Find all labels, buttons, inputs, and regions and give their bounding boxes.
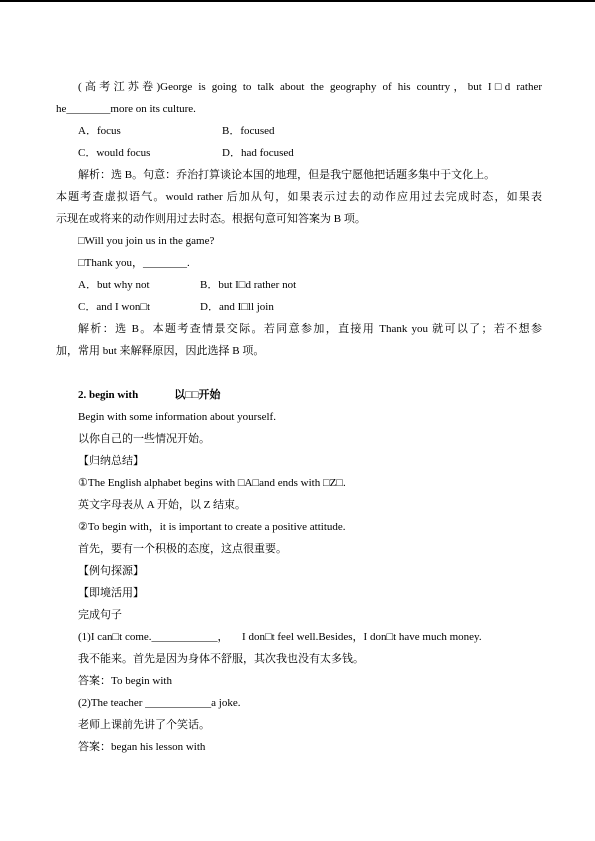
sentence1-answer: 答案：To begin with: [78, 675, 172, 687]
sentence1-en-part2: I don□t feel well.Besides，I don□t have much money.: [242, 631, 482, 643]
q2-option-a: A．but why not: [78, 279, 150, 291]
q2-option-d: D．and I□ll join: [200, 301, 274, 313]
q1-explanation-line2: 本题考查虚拟语气。would rather 后加从句，如果表示过去的动作应用过去完成时态，如果表: [56, 191, 542, 203]
q1-option-d: D．had focused: [222, 147, 294, 159]
summary-label: 【归纳总结】: [78, 455, 144, 467]
section-heading-cn: 以□□开始: [174, 389, 221, 401]
page-top-border: [0, 0, 595, 2]
q1-option-b: B．focused: [222, 125, 275, 137]
explore-label: 【例句探源】: [78, 565, 144, 577]
section-heading: [78, 388, 221, 402]
point1-en: ①The English alphabet begins with □A□and ends with □Z□.: [78, 477, 346, 489]
sentence1-en-part1: (1)I can□t come.____________，: [78, 631, 229, 643]
q1-explanation-line3: 示现在或将来的动作则用过去时态。根据句意可知答案为 B 项。: [56, 213, 366, 225]
q2-dialog-line2: □Thank you，________.: [78, 257, 190, 269]
sentence2-cn: 老师上课前先讲了个笑话。: [78, 719, 210, 731]
example-cn: 以你自己的一些情况开始。: [78, 433, 210, 445]
point2-en: ②To begin with，it is important to create a positive attitude.: [78, 521, 346, 533]
q2-explanation-line2: 加，常用 but 来解释原因，因此选择 B 项。: [56, 345, 265, 357]
task-title: 完成句子: [78, 609, 122, 621]
sentence1-cn: 我不能来。首先是因为身体不舒服，其次我也没有太多钱。: [78, 653, 364, 665]
sentence2-answer: 答案：began his lesson with: [78, 741, 206, 753]
point2-cn: 首先，要有一个积极的态度，这点很重要。: [78, 543, 287, 555]
q1-explanation-line1: 解析：选 B。句意：乔治打算谈论本国的地理，但是我宁愿他把话题多集中于文化上。: [78, 169, 496, 181]
practice-label: 【即境活用】: [78, 587, 144, 599]
q1-stem-line2: he________more on its culture.: [56, 103, 196, 115]
section-heading-en: 2. begin with: [78, 389, 139, 401]
q2-option-c: C．and I won□t: [78, 301, 151, 313]
example-en: Begin with some information about yourself.: [78, 411, 276, 423]
q1-option-c: C．would focus: [78, 147, 151, 159]
sentence1-en: [78, 630, 482, 644]
q2-explanation-line1: 解析：选 B。本题考查情景交际。若同意参加，直接用 Thank you 就可以了；若不想参: [78, 323, 542, 335]
sentence2-en: (2)The teacher ____________a joke.: [78, 697, 241, 709]
point1-cn: 英文字母表从 A 开始，以 Z 结束。: [78, 499, 247, 511]
q2-option-b: B．but I□d rather not: [200, 279, 297, 291]
q1-stem-line1: (高考江苏卷)George is going to talk about the geography of his country，but I□d rather: [78, 81, 542, 93]
q1-option-a: A．focus: [78, 125, 121, 137]
q2-dialog-line1: □Will you join us in the game?: [78, 235, 215, 247]
